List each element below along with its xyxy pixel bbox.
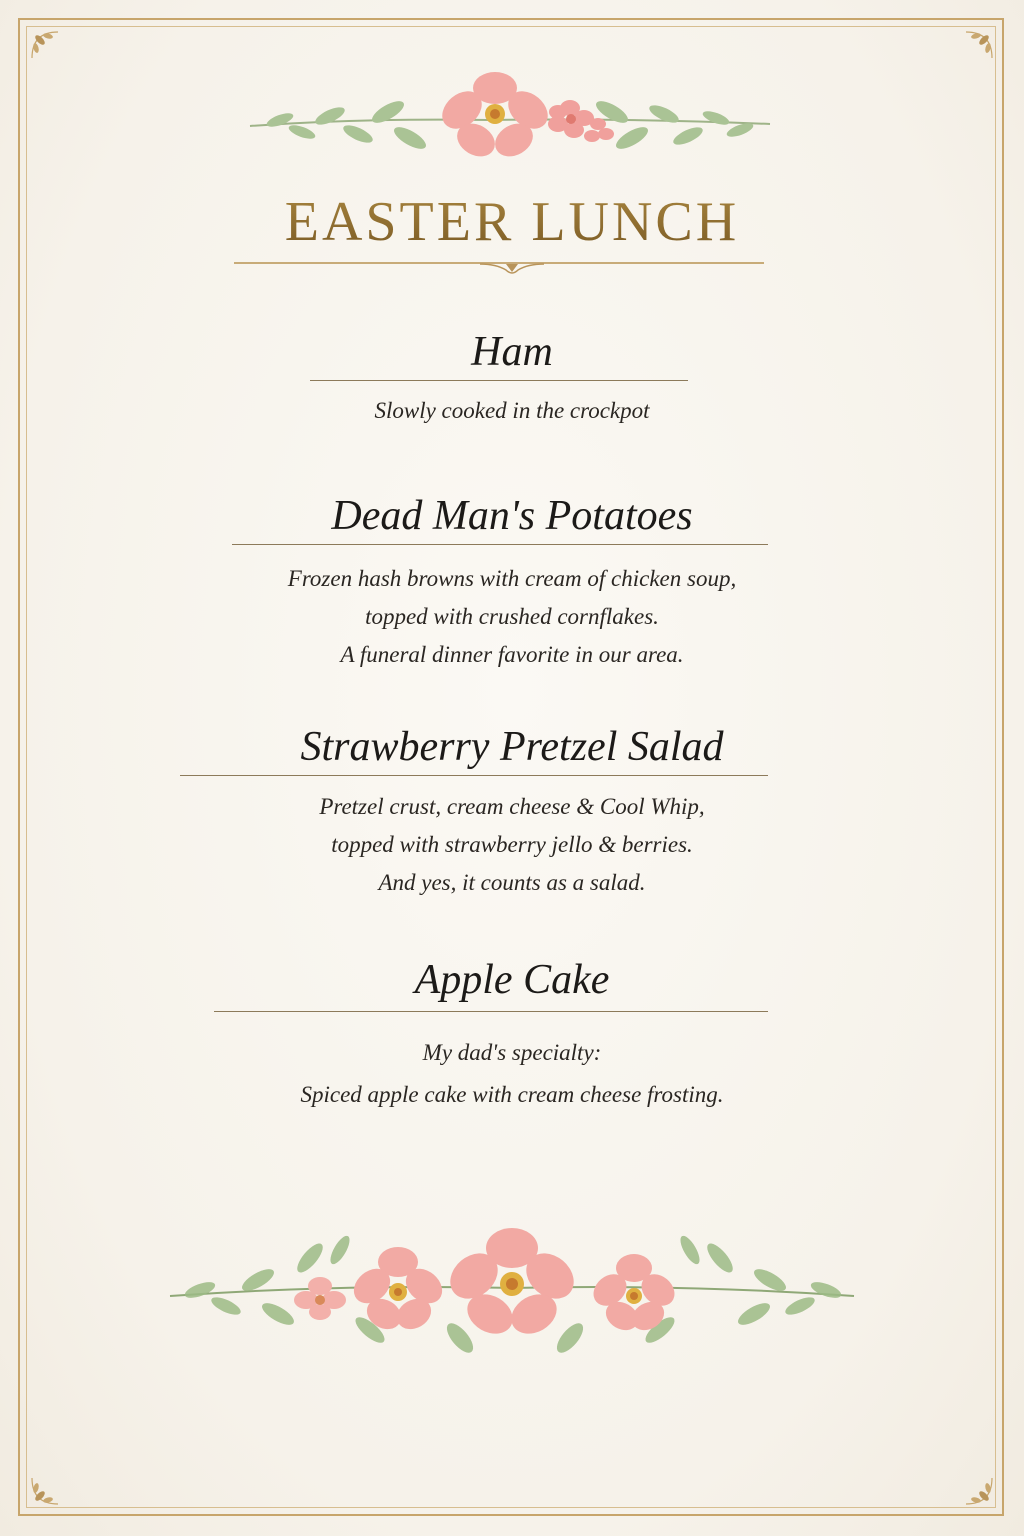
corner-ornament-icon [28,1474,62,1508]
description-line: Pretzel crust, cream cheese & Cool Whip, [319,794,705,819]
description-line: Slowly cooked in the crockpot [374,398,650,423]
floral-garland-top-icon [240,58,780,168]
description-line: Frozen hash browns with cream of chicken soup, [287,566,737,591]
description-line: Spiced apple cake with cream cheese frosting. [300,1082,724,1107]
description-line: My dad's specialty: [422,1040,602,1065]
item-name-ham: Ham [471,329,553,375]
description-line: A funeral dinner favorite in our area. [340,642,684,667]
item-description-apple-cake [0,1032,1024,1116]
item-name-dead-mans-potatoes: Dead Man's Potatoes [331,493,693,539]
corner-ornament-icon [962,28,996,62]
menu-title: EASTER LUNCH [0,190,1024,254]
corner-ornament-icon [28,28,62,62]
item-description-dead-mans-potatoes [0,560,1024,674]
description-line: topped with strawberry jello & berries. [331,832,693,857]
item-name-apple-cake: Apple Cake [414,957,610,1003]
item-divider [214,1011,768,1012]
description-line: topped with crushed cornflakes. [365,604,659,629]
item-divider [180,775,768,776]
title-ornament-icon [478,258,546,278]
corner-ornament-icon [962,1474,996,1508]
item-divider [310,380,688,381]
item-description-strawberry-pretzel-salad [0,788,1024,902]
item-description-ham [0,392,1024,430]
description-line: And yes, it counts as a salad. [378,870,646,895]
item-name-strawberry-pretzel-salad: Strawberry Pretzel Salad [300,724,724,770]
floral-garland-bottom-icon [160,1210,864,1360]
item-divider [232,544,768,545]
